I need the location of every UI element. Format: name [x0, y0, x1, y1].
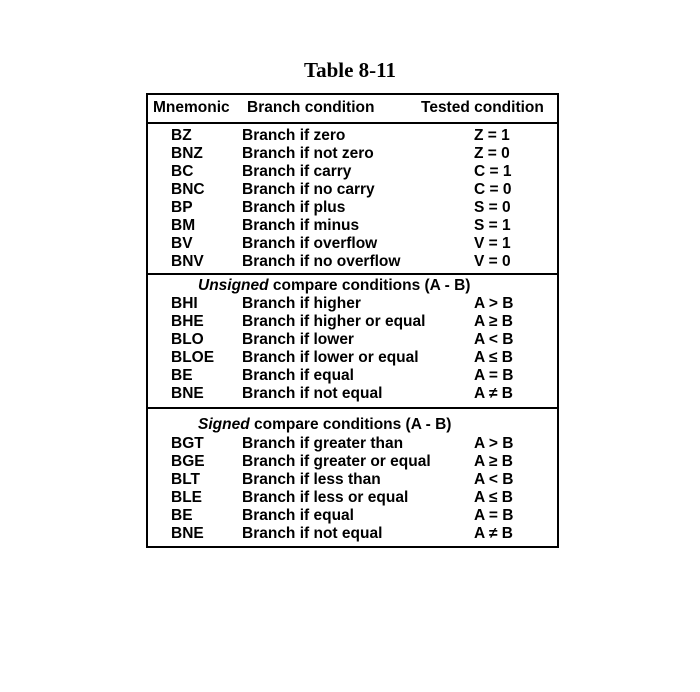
mnemonic-cell: BNV: [171, 253, 204, 270]
table-row: [148, 385, 557, 403]
tested-cell: C = 0: [474, 181, 512, 198]
tested-cell: Z = 0: [474, 145, 510, 162]
table-row: [148, 367, 557, 385]
table-row: [148, 331, 557, 349]
branch-cell: Branch if no carry: [242, 181, 375, 198]
divider: [148, 122, 557, 124]
mnemonic-cell: BZ: [171, 127, 192, 144]
branch-cell: Branch if lower: [242, 331, 354, 348]
tested-cell: A ≠ B: [474, 385, 513, 402]
mnemonic-cell: BNZ: [171, 145, 203, 162]
branch-cell: Branch if greater than: [242, 435, 404, 452]
table-row: [148, 525, 557, 543]
table-row: [148, 181, 557, 199]
tested-cell: V = 1: [474, 235, 511, 252]
tested-cell: A ≠ B: [474, 525, 513, 542]
mnemonic-cell: BNE: [171, 525, 204, 542]
mnemonic-cell: BE: [171, 367, 193, 384]
mnemonic-cell: BLE: [171, 489, 202, 506]
table-row: [148, 127, 557, 145]
tested-cell: A = B: [474, 367, 514, 384]
table-caption: Table 8-11: [304, 58, 396, 82]
tested-cell: A > B: [474, 435, 514, 452]
header-tested-condition: Tested condition: [421, 99, 544, 116]
table-row: [148, 349, 557, 367]
mnemonic-cell: BNE: [171, 385, 204, 402]
table-row: [148, 217, 557, 235]
mnemonic-cell: BLO: [171, 331, 204, 348]
table-header-row: [148, 99, 557, 117]
mnemonic-cell: BLT: [171, 471, 200, 488]
branch-cell: Branch if not equal: [242, 385, 383, 402]
section-title-unsigned: [198, 277, 470, 295]
header-branch-condition: Branch condition: [247, 99, 375, 116]
tested-cell: A ≥ B: [474, 453, 513, 470]
table-row: [148, 471, 557, 489]
table-row: [148, 163, 557, 181]
branch-cell: Branch if less than: [242, 471, 381, 488]
table-row: [148, 507, 557, 525]
mnemonic-cell: BC: [171, 163, 194, 180]
table-row: [148, 489, 557, 507]
mnemonic-cell: BM: [171, 217, 196, 234]
branch-cell: Branch if carry: [242, 163, 352, 180]
table-row: [148, 435, 557, 453]
branch-cell: Branch if higher or equal: [242, 313, 426, 330]
section-title-signed: [198, 416, 451, 434]
branch-cell: Branch if lower or equal: [242, 349, 419, 366]
table-row: [148, 253, 557, 271]
branch-cell: Branch if equal: [242, 367, 354, 384]
tested-cell: A ≤ B: [474, 349, 513, 366]
mnemonic-cell: BLOE: [171, 349, 215, 366]
tested-cell: A ≤ B: [474, 489, 513, 506]
table-row: [148, 235, 557, 253]
branch-cell: Branch if not zero: [242, 145, 374, 162]
tested-cell: A ≥ B: [474, 313, 513, 330]
mnemonic-cell: BHE: [171, 313, 204, 330]
section-title-text: compare conditions (A - B): [249, 416, 452, 433]
divider: [148, 407, 557, 409]
mnemonic-cell: BGE: [171, 453, 205, 470]
branch-cell: Branch if no overflow: [242, 253, 401, 270]
mnemonic-cell: BHI: [171, 295, 198, 312]
tested-cell: S = 0: [474, 199, 511, 216]
tested-cell: C = 1: [474, 163, 512, 180]
branch-cell: Branch if overflow: [242, 235, 378, 252]
branch-cell: Branch if plus: [242, 199, 346, 216]
section-title-text: compare conditions (A - B): [268, 277, 471, 294]
header-mnemonic: Mnemonic: [153, 99, 230, 116]
branch-table: [146, 93, 559, 548]
mnemonic-cell: BE: [171, 507, 193, 524]
mnemonic-cell: BP: [171, 199, 193, 216]
branch-cell: Branch if zero: [242, 127, 346, 144]
tested-cell: S = 1: [474, 217, 511, 234]
branch-cell: Branch if greater or equal: [242, 453, 431, 470]
tested-cell: V = 0: [474, 253, 511, 270]
table-row: [148, 199, 557, 217]
section-title-italic: Unsigned: [198, 277, 269, 294]
tested-cell: Z = 1: [474, 127, 510, 144]
mnemonic-cell: BV: [171, 235, 193, 252]
branch-cell: Branch if less or equal: [242, 489, 409, 506]
divider: [148, 273, 557, 275]
branch-cell: Branch if not equal: [242, 525, 383, 542]
table-row: [148, 453, 557, 471]
table-row: [148, 145, 557, 163]
tested-cell: A = B: [474, 507, 514, 524]
tested-cell: A < B: [474, 471, 514, 488]
tested-cell: A > B: [474, 295, 514, 312]
table-row: [148, 313, 557, 331]
table-row: [148, 295, 557, 313]
section-title-italic: Signed: [198, 416, 250, 433]
mnemonic-cell: BGT: [171, 435, 204, 452]
branch-cell: Branch if higher: [242, 295, 361, 312]
tested-cell: A < B: [474, 331, 514, 348]
branch-cell: Branch if minus: [242, 217, 360, 234]
branch-cell: Branch if equal: [242, 507, 354, 524]
mnemonic-cell: BNC: [171, 181, 205, 198]
